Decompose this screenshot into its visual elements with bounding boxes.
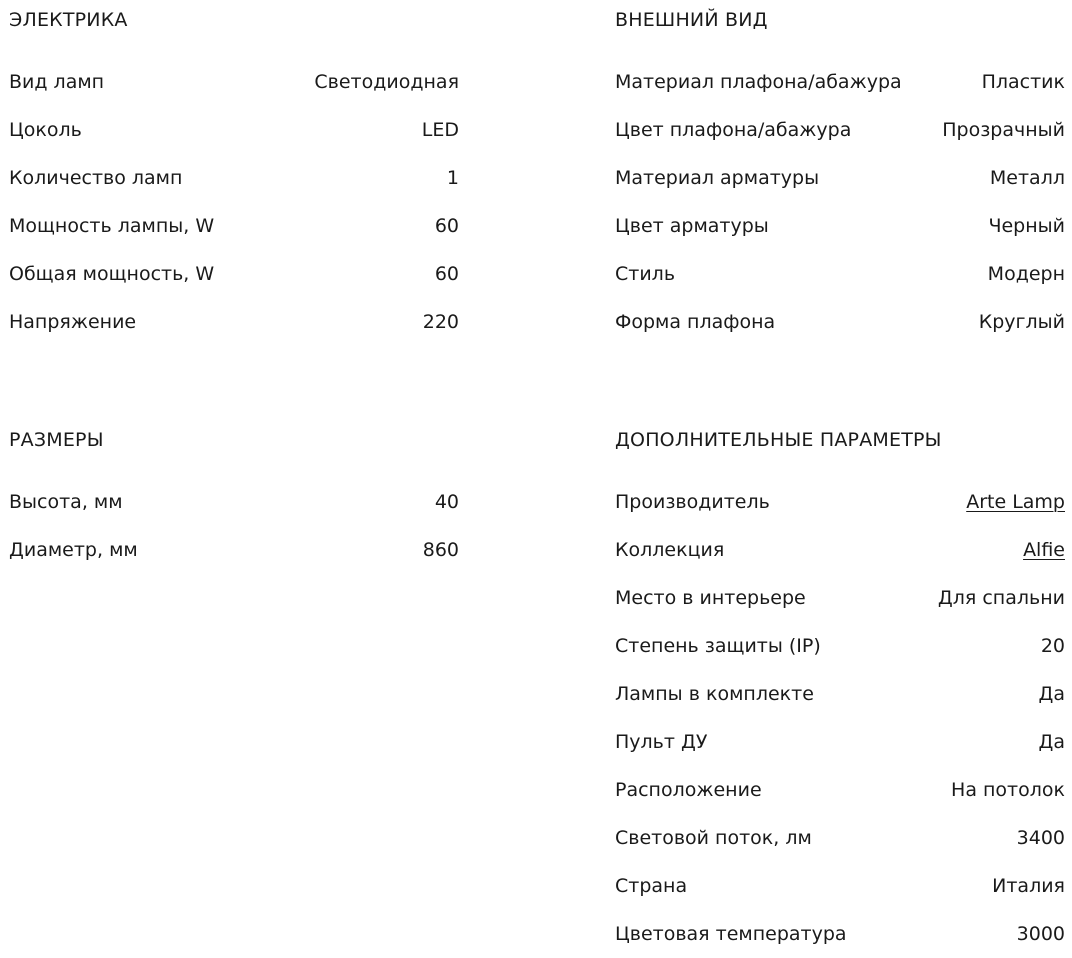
spec-row-shade-color: [615, 106, 1065, 154]
spec-value: 60: [434, 263, 459, 285]
spec-label: Мощность лампы, W: [9, 215, 215, 237]
right-column: [615, 0, 1065, 945]
spec-row-fitting-material: [615, 154, 1065, 202]
spec-value: Да: [1038, 731, 1065, 753]
spec-label: Высота, мм: [9, 491, 123, 513]
spec-value: Для спальни: [937, 587, 1065, 609]
collection-link[interactable]: Alfie: [1023, 539, 1065, 561]
spec-row-remote: [615, 718, 1065, 766]
spec-label: Производитель: [615, 491, 770, 513]
spec-label: Стиль: [615, 263, 676, 285]
spec-row-interior-place: [615, 574, 1065, 622]
spec-row-lamp-count: [9, 154, 459, 202]
spec-value: 40: [434, 491, 459, 513]
spec-label: Цветовая температура: [615, 923, 847, 945]
spec-label: Форма плафона: [615, 311, 776, 333]
spec-value: 860: [422, 539, 459, 561]
spec-value: Модерн: [987, 263, 1065, 285]
spec-label: Напряжение: [9, 311, 137, 333]
spec-label: Степень защиты (IP): [615, 635, 821, 657]
spec-label: Диаметр, мм: [9, 539, 138, 561]
dimensions-rows: [9, 478, 459, 574]
spec-value: LED: [421, 119, 459, 141]
spec-label: Световой поток, лм: [615, 827, 812, 849]
section-appearance: [615, 9, 1065, 346]
section-title-dimensions: РАЗМЕРЫ: [9, 429, 104, 451]
spec-value: Металл: [989, 167, 1065, 189]
spec-value: Круглый: [978, 311, 1065, 333]
spec-value: 3400: [1016, 827, 1065, 849]
section-electrics: [9, 9, 459, 346]
section-title-electrics: ЭЛЕКТРИКА: [9, 9, 128, 31]
spec-label: Цвет плафона/абажура: [615, 119, 852, 141]
spec-label: Цоколь: [9, 119, 82, 141]
spec-value: Италия: [992, 875, 1065, 897]
spec-value: Черный: [988, 215, 1065, 237]
spec-label: Цвет арматуры: [615, 215, 769, 237]
spec-label: Материал арматуры: [615, 167, 820, 189]
spec-row-lamp-type: [9, 58, 459, 106]
spec-row-shade-material: [615, 58, 1065, 106]
spec-row-country: [615, 862, 1065, 910]
spec-label: Расположение: [615, 779, 762, 801]
spec-row-shade-shape: [615, 298, 1065, 346]
spec-row-manufacturer: [615, 478, 1065, 526]
spec-row-total-power: [9, 250, 459, 298]
appearance-rows: [615, 58, 1065, 346]
spec-label: Пульт ДУ: [615, 731, 708, 753]
spec-row-style: [615, 250, 1065, 298]
spec-row-fitting-color: [615, 202, 1065, 250]
spec-label: Материал плафона/абажура: [615, 71, 902, 93]
spec-value: Пластик: [981, 71, 1065, 93]
section-title-appearance: ВНЕШНИЙ ВИД: [615, 9, 768, 31]
spec-value: 220: [422, 311, 459, 333]
additional-rows: [615, 478, 1065, 958]
spec-row-height: [9, 478, 459, 526]
spec-value: 3000: [1016, 923, 1065, 945]
spec-label: Общая мощность, W: [9, 263, 215, 285]
spec-value: 1: [446, 167, 459, 189]
spec-value: Да: [1038, 683, 1065, 705]
section-title-additional: ДОПОЛНИТЕЛЬНЫЕ ПАРАМЕТРЫ: [615, 429, 942, 451]
spec-label: Лампы в комплекте: [615, 683, 814, 705]
spec-label: Место в интерьере: [615, 587, 806, 609]
section-additional: [615, 420, 1065, 958]
spec-row-diameter: [9, 526, 459, 574]
spec-label: Страна: [615, 875, 688, 897]
spec-value: Светодиодная: [314, 71, 459, 93]
spec-label: Вид ламп: [9, 71, 105, 93]
spec-label: Коллекция: [615, 539, 725, 561]
spec-label: Количество ламп: [9, 167, 183, 189]
spec-value: 20: [1040, 635, 1065, 657]
manufacturer-link[interactable]: Arte Lamp: [966, 491, 1065, 513]
spec-row-lamps-included: [615, 670, 1065, 718]
left-column: [9, 0, 459, 561]
spec-row-luminous-flux: [615, 814, 1065, 862]
spec-row-collection: [615, 526, 1065, 574]
spec-value: Прозрачный: [942, 119, 1065, 141]
spec-row-color-temperature: [615, 910, 1065, 958]
spec-row-placement: [615, 766, 1065, 814]
section-dimensions: [9, 420, 459, 574]
electrics-rows: [9, 58, 459, 346]
spec-row-socket: [9, 106, 459, 154]
spec-value: 60: [434, 215, 459, 237]
spec-row-lamp-power: [9, 202, 459, 250]
spec-row-ip-rating: [615, 622, 1065, 670]
spec-value: На потолок: [951, 779, 1065, 801]
spec-row-voltage: [9, 298, 459, 346]
